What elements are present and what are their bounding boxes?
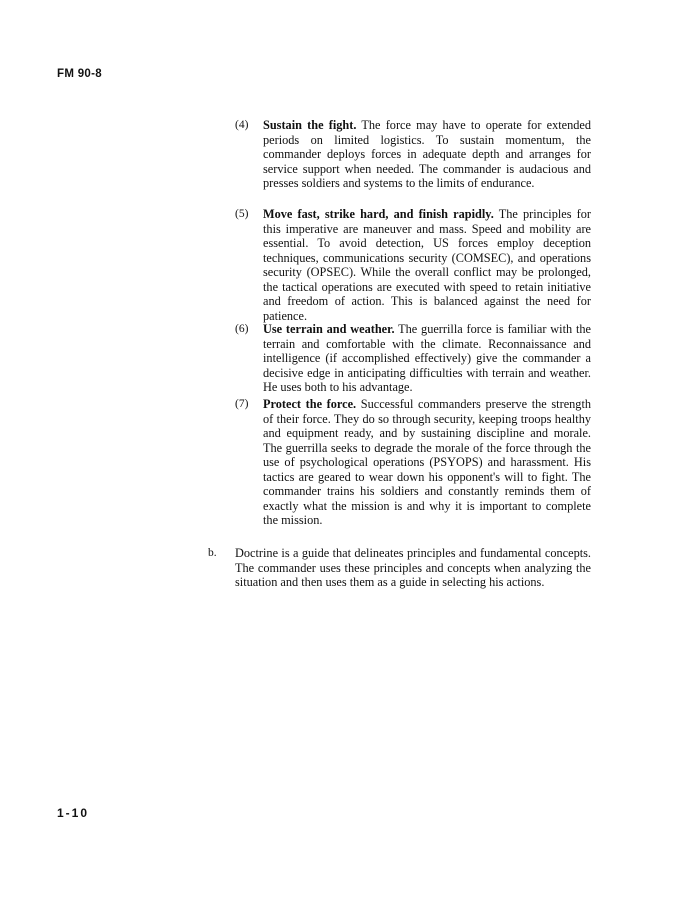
page-number: 1-10 [57, 806, 90, 820]
item-number: (5) [235, 208, 249, 220]
item-text: The force may have to operate for extended periods on limited logistics. To sustain momentum, the commander deploys forces in adequate depth and arranges for service support when needed. The commander is audacious and presses soldiers and systems to the limits of endurance. [263, 118, 591, 190]
item-number: (7) [235, 398, 249, 410]
item-text: The principles for this imperative are maneuver and mass. Speed and mobility are essential. To avoid detection, US forces employ deception techniques, communications security (COMSEC), and operations security (OPSEC). While the overall conflict may be prolonged, the tactical operations are executed with speed to retain initiative and freedom of action. This is balanced against the need for patience. [263, 207, 591, 323]
item-number: b. [208, 547, 217, 559]
item-number: (4) [235, 119, 249, 131]
item-paragraph: Doctrine is a guide that delineates principles and fundamental concepts. The commander uses these principles and concepts when analyzing the situation and then uses them as a guide in selecting his actions. [235, 546, 591, 589]
item-heading: Move fast, strike hard, and finish rapidly. [263, 207, 494, 221]
item-paragraph [263, 118, 591, 191]
document-header: FM 90-8 [57, 68, 102, 80]
list-item-b [208, 546, 594, 590]
item-text: The guerrilla force is familiar with the terrain and comfortable with the climate. Reconnaissance and intelligence (if accomplished effectively) give the commander a decisive edge in anticipating difficulties with terrain and weather. He uses both to his advantage. [263, 322, 591, 394]
item-heading: Use terrain and weather. [263, 322, 395, 336]
item-number: (6) [235, 323, 249, 335]
item-paragraph [263, 397, 591, 528]
item-heading: Protect the force. [263, 397, 357, 411]
list-item-4 [235, 118, 595, 191]
list-item-7 [235, 397, 595, 528]
item-paragraph [263, 207, 591, 323]
item-heading: Sustain the fight. [263, 118, 357, 132]
list-item-5 [235, 207, 595, 323]
item-paragraph [263, 322, 591, 395]
item-text: Successful commanders preserve the strength of their force. They do so through security, keeping troops healthy and equipment ready, and by sustaining discipline and morale. The guerrilla seeks to degrade the morale of the force through the use of psychological operations (PSYOPS) and harassment. His tactics are geared to wear down his opponent's will to fight. The commander trains his soldiers and constantly reminds them of exactly what the mission is and why it is important to complete the mission. [263, 397, 592, 527]
list-item-6 [235, 322, 595, 395]
